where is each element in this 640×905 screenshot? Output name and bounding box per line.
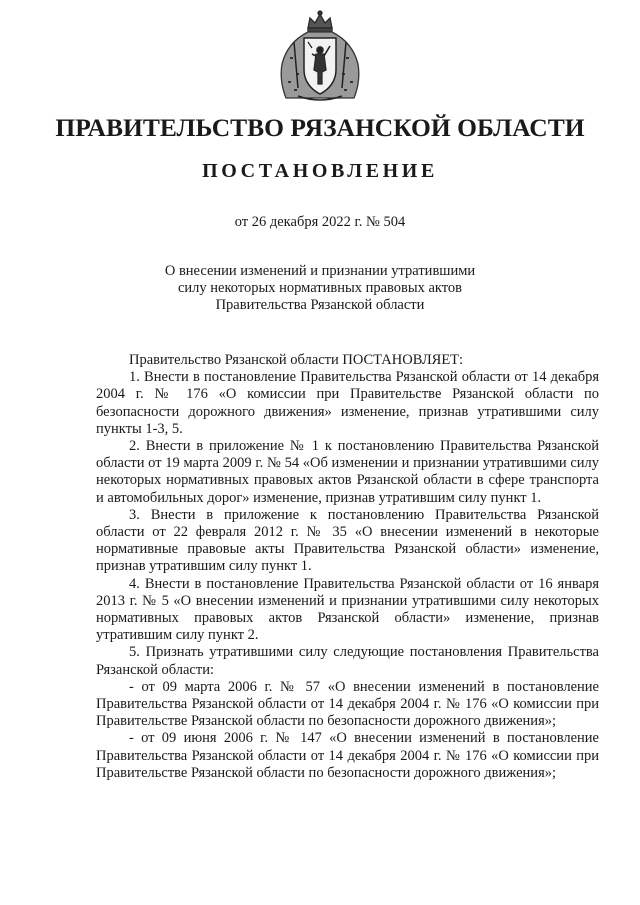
body-paragraph-3: 3. Внести в приложение к постановлению Правительства Рязанской области от 22 февраля 2012 г. № 35 «О внесении изменений в некоторые нормативные правовые акты Правительства Рязанской области» изменение, признав утратившим силу пункт 1. (96, 506, 599, 575)
body-paragraph-1: 1. Внести в постановление Правительства Рязанской области от 14 декабря 2004 г. № 176 «О комиссии при Правительстве Рязанской области по безопасности дорожного движения» изменение, признав утратившими силу пункты 1-3, 5. (96, 369, 599, 437)
subject-line: О внесении изменений и признании утратившими (164, 263, 476, 279)
document-type-heading: ПОСТАНОВЛЕНИЕ (202, 160, 438, 182)
document-date-number: от 26 декабря 2022 г. № 504 (234, 214, 406, 230)
subject-line: Правительства Рязанской области (215, 297, 425, 313)
government-title: ПРАВИТЕЛЬСТВО РЯЗАНСКОЙ ОБЛАСТИ (55, 113, 585, 142)
body-paragraph-5: 5. Признать утратившими силу следующие постановления Правительства Рязанской области: (96, 644, 599, 678)
coat-of-arms-icon (272, 8, 368, 104)
subject-line: силу некоторых нормативных правовых актов (177, 280, 463, 296)
body-list-item-2: - от 09 июня 2006 г. № 147 «О внесении изменений в постановление Правительства Рязанской области от 14 декабря 2004 г. № 176 «О комиссии при Правительстве Рязанской области по безопасности дорожного движения»; (96, 730, 599, 781)
body-paragraph-4: 4. Внести в постановление Правительства Рязанской области от 16 января 2013 г. № 5 «О внесении изменений и признании утратившими силу некоторых нормативных правовых актов Рязанской области» изменение, признав утратившим силу пункт 2. (96, 575, 599, 644)
body-intro: Правительство Рязанской области ПОСТАНОВЛЯЕТ: (129, 352, 464, 368)
body-paragraph-2: 2. Внести в приложение № 1 к постановлению Правительства Рязанской области от 19 марта 2009 г. № 54 «Об изменении и признании утратившими силу некоторых нормативных правовых актов Рязанской области в сфере транспорта и автомобильных дорог» изменение, признав утратившим силу пункт 1. (96, 438, 599, 506)
body-list-item-1: - от 09 марта 2006 г. № 57 «О внесении изменений в постановление Правительства Рязанской области от 14 декабря 2004 г. № 176 «О комиссии при Правительстве Рязанской области по безопасности дорожного движения»; (96, 678, 599, 730)
document-subject (150, 263, 490, 314)
document-body (96, 352, 599, 782)
